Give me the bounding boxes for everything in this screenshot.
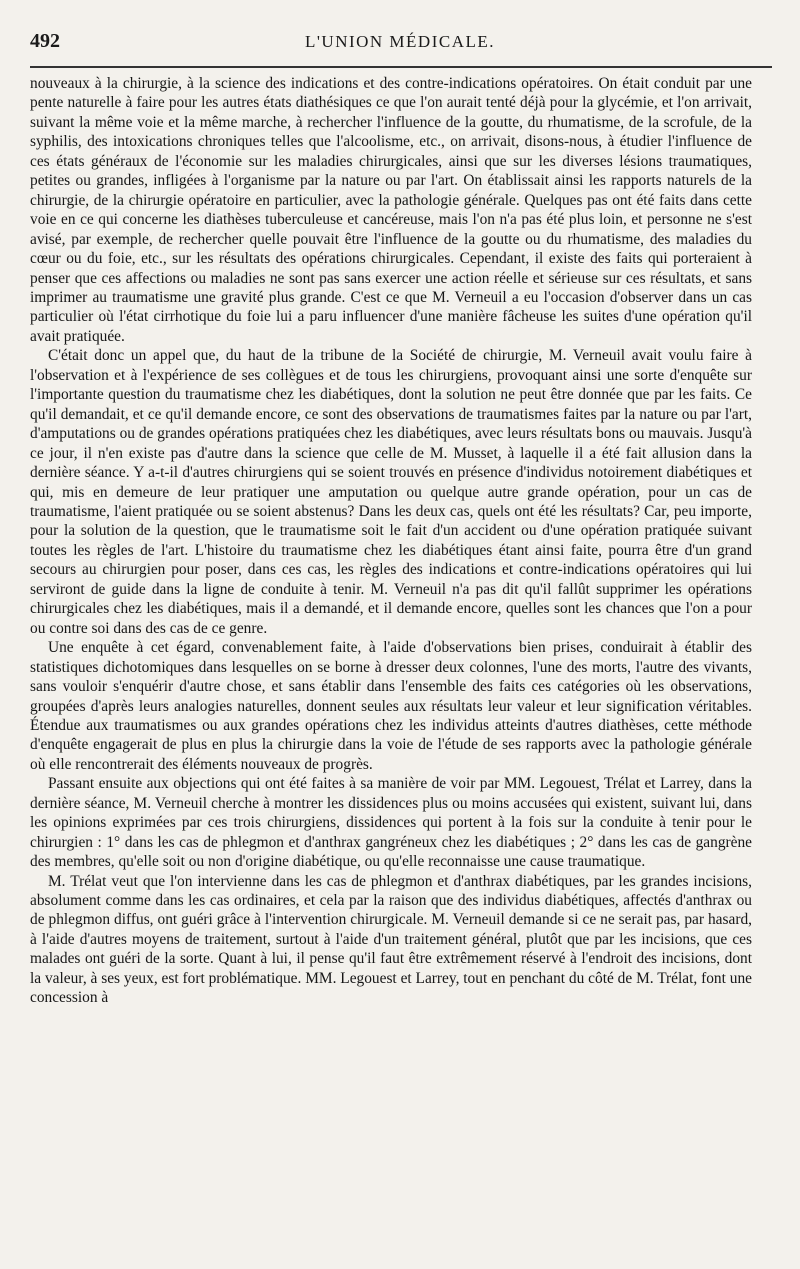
running-head: L'UNION MÉDICALE. <box>304 32 496 51</box>
paragraph: Passant ensuite aux objections qui ont été faites à sa manière de voir par MM. Legouest, Trélat et Larrey, dans la dernière séance, M. Verneuil cherche à montrer les dissidences plus ou moins accusées qui existent, suivant lui, dans les opinions exprimées par ces trois chirurgiens, dissidences qui portent à la fois sur la conduite à tenir pour le chirurgien : 1° dans les cas de phlegmon et d'anthrax gangréneux chez les diabétiques ; 2° dans les cas de gangrène des membres, qu'elle soit ou non d'origine diabétique, ou qu'elle reconnaisse une cause traumatique. <box>30 775 752 871</box>
page-number: 492 <box>30 30 60 52</box>
paragraph: nouveaux à la chirurgie, à la science des indications et des contre-indications opératoires. On était conduit par une pente naturelle à faire pour les autres états diathésiques ce que l'on aurait tenté déjà pour la glycémie, et l'on arrivait, suivant la même voie et la même marche, à rechercher l'influence de la goutte, du rhumatisme, de la scrofule, de la syphilis, des intoxications chroniques telles que l'alcoolisme, etc., on arrivait, disons-nous, à étudier l'influence de ces états généraux de l'économie sur les maladies chirurgicales, ainsi que sur les diverses lésions traumatiques, petites ou grandes, infligées à l'organisme par la nature ou par l'art. On établissait ainsi les rapports naturels de la chirurgie, de la chirurgie opératoire en particulier, avec la pathologie générale. Quelques pas ont été faits dans cette voie en ce qui concerne les diathèses tuberculeuse et cancéreuse, mais l'on n'a pas été plus loin, et personne ne s'est avisé, par exemple, de rechercher quelle pouvait être l'influence de la goutte ou du rhumatisme, des maladies du cœur ou du foie, etc., sur les résultats des opérations chirurgicales. Cependant, il existe des faits qui porteraient à penser que ces affections ou maladies ne sont pas sans exercer une action réelle et sérieuse sur ces résultats, et sans imprimer au traumatisme une gravité plus grande. C'est ce que M. Verneuil a eu l'occasion d'observer dans un cas particulier où l'état cirrhotique du foie lui a paru influencer d'une manière fâcheuse les suites d'une opération qu'il avait pratiquée. <box>30 75 752 345</box>
header-rule <box>30 66 772 68</box>
paragraph: Une enquête à cet égard, convenablement faite, à l'aide d'observations bien prises, conduirait à établir des statistiques dichotomiques dans lesquelles on se borne à dresser deux colonnes, l'une des morts, l'autre des vivants, sans vouloir s'enquérir d'autre chose, et sans établir dans l'ensemble des faits ces catégories où les observations, groupées d'après leurs analogies naturelles, donnent seules aux résultats leur valeur et leur signification véritables. Étendue aux traumatismes ou aux grandes opérations chez les individus atteints d'autres diathèses, cette méthode d'enquête engagerait de plus en plus la chirurgie dans la voie de l'étude de ses rapports avec la pathologie générale où elle rencontrerait des éléments nouveaux de progrès. <box>30 639 752 773</box>
article-body <box>30 74 752 1008</box>
page-header <box>0 30 800 62</box>
paragraph: M. Trélat veut que l'on intervienne dans les cas de phlegmon et d'anthrax diabétiques, par les grandes incisions, absolument comme dans les cas ordinaires, et cela par la raison que des individus diabétiques, affectés d'anthrax ou de phlegmon diffus, ont guéri grâce à l'intervention chirurgicale. M. Verneuil demande si ce ne serait pas, par hasard, à l'aide d'autres moyens de traitement, surtout à l'aide d'un traitement général, plutôt que par les incisions, que ces malades ont guéri de la sorte. Quant à lui, il pense qu'il faut être extrêmement réservé à l'endroit des incisions, dont la valeur, à ses yeux, est fort problématique. MM. Legouest et Larrey, tout en penchant du côté de M. Trélat, font une concession à <box>30 872 752 1007</box>
paragraph: C'était donc un appel que, du haut de la tribune de la Société de chirurgie, M. Verneuil avait voulu faire à l'observation et à l'expérience de ses collègues et de tous les chirurgiens, provoquant ainsi une sorte d'enquête sur l'importante question du traumatisme chez les diabétiques, dont la solution ne peut être donnée que par les faits. Ce qu'il demandait, et ce qu'il demande encore, ce sont des observations de traumatismes faites par la nature ou par l'art, d'amputations ou de grandes opérations pratiquées chez les diabétiques, avec leurs résultats bons ou mauvais. Jusqu'à ce jour, il n'en existe pas d'autre dans la science que celle de M. Musset, à laquelle il a été fait allusion dans la dernière séance. Y a-t-il d'autres chirurgiens qui se soient trouvés en présence d'individus notoirement diabétiques et qui, mis en demeure de leur pratiquer une amputation ou quelque autre grande opération, pour un cas de traumatisme, l'aient pratiquée ou se soient abstenus? Dans les deux cas, quels ont été les résultats? Car, peu importe, pour la solution de la question, que le traumatisme soit le fait d'un accident ou d'une opération pratiquée suivant toutes les règles de l'art. L'histoire du traumatisme chez les diabétiques étant ainsi faite, pourra être d'un grand secours au chirurgien pour poser, dans ces cas, les règles des indications et contre-indications opératoires qui lui serviront de guide dans la ligne de conduite à tenir. M. Verneuil n'a pas dit qu'il fallût supprimer les opérations chirurgicales chez les diabétiques, mais il a demandé, et il demande encore, quelles sont les chances que l'on a pour ou contre soi dans des cas de ce genre. <box>30 347 752 637</box>
